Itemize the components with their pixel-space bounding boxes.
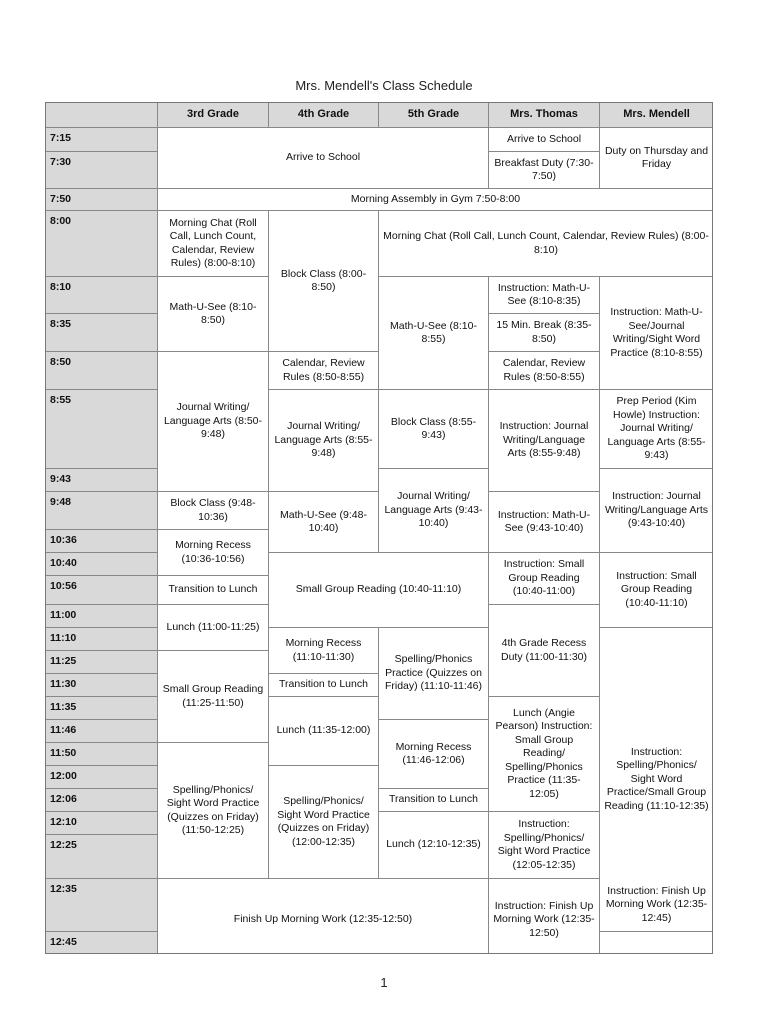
g4-math: Math-U-See (9:48-10:40) (269, 492, 379, 553)
time-slot: 11:30 (46, 674, 158, 697)
time-slot: 9:43 (46, 469, 158, 492)
g4-transition: Transition to Lunch (269, 674, 379, 697)
time-slot: 8:35 (46, 314, 158, 352)
thomas-calendar: Calendar, Review Rules (8:50-8:55) (489, 352, 600, 390)
thomas-small-group: Instruction: Small Group Reading (10:40-11:00) (489, 553, 600, 605)
time-slot: 8:00 (46, 211, 158, 277)
g3-transition: Transition to Lunch (158, 576, 269, 605)
thomas-lunch: Lunch (Angie Pearson) Instruction: Small Group Reading/ Spelling/Phonics Practice (11:35-12:05) (489, 697, 600, 812)
thomas-math: Instruction: Math-U-See (8:10-8:35) (489, 277, 600, 314)
thomas-journal: Instruction: Journal Writing/Language Arts (8:55-9:48) (489, 390, 600, 492)
thomas-recess-duty: 4th Grade Recess Duty (11:00-11:30) (489, 605, 600, 697)
time-slot: 10:56 (46, 576, 158, 605)
finish-up-morning-work: Finish Up Morning Work (12:35-12:50) (158, 879, 489, 954)
time-slot: 12:06 (46, 789, 158, 812)
thomas-math-2: Instruction: Math-U-See (9:43-10:40) (489, 492, 600, 553)
g4-journal: Journal Writing/ Language Arts (8:55-9:48) (269, 390, 379, 492)
g5-lunch: Lunch (12:10-12:35) (379, 812, 489, 879)
mendell-small-group: Instruction: Small Group Reading (10:40-11:10) (600, 553, 713, 628)
g5-transition: Transition to Lunch (379, 789, 489, 812)
g4-calendar: Calendar, Review Rules (8:50-8:55) (269, 352, 379, 390)
g3-math: Math-U-See (8:10-8:50) (158, 277, 269, 352)
time-slot: 9:48 (46, 492, 158, 530)
g5-block: Block Class (8:55-9:43) (379, 390, 489, 469)
thomas-finish: Instruction: Finish Up Morning Work (12:35-12:50) (489, 879, 600, 954)
morning-assembly: Morning Assembly in Gym 7:50-8:00 (158, 189, 713, 211)
thomas-arrive: Arrive to School (489, 128, 600, 152)
g5-recess: Morning Recess (11:46-12:06) (379, 720, 489, 789)
time-slot: 12:45 (46, 932, 158, 954)
g45-small-group-reading: Small Group Reading (10:40-11:10) (269, 553, 489, 628)
page-number: 1 (380, 975, 388, 990)
g5-math: Math-U-See (8:10-8:55) (379, 277, 489, 390)
header-5th-grade: 5th Grade (379, 103, 489, 128)
time-slot: 8:50 (46, 352, 158, 390)
time-slot: 11:35 (46, 697, 158, 720)
g4-recess: Morning Recess (11:10-11:30) (269, 628, 379, 674)
thomas-break: 15 Min. Break (8:35-8:50) (489, 314, 600, 352)
g3-morning-chat: Morning Chat (Roll Call, Lunch Count, Calendar, Review Rules) (8:00-8:10) (158, 211, 269, 277)
mendell-prep: Prep Period (Kim Howle) Instruction: Journal Writing/ Language Arts (8:55-9:43) (600, 390, 713, 469)
header-3rd-grade: 3rd Grade (158, 103, 269, 128)
thomas-breakfast-duty: Breakfast Duty (7:30-7:50) (489, 152, 600, 189)
g3-lunch: Lunch (11:00-11:25) (158, 605, 269, 651)
g3-recess: Morning Recess (10:36-10:56) (158, 530, 269, 576)
time-slot: 12:00 (46, 766, 158, 789)
mendell-duty: Duty on Thursday and Friday (600, 128, 713, 189)
g4-spelling: Spelling/Phonics/ Sight Word Practice (Quizzes on Friday) (12:00-12:35) (269, 766, 379, 879)
g5-spelling: Spelling/Phonics Practice (Quizzes on Friday) (11:10-11:46) (379, 628, 489, 720)
time-slot: 7:15 (46, 128, 158, 152)
time-slot: 7:50 (46, 189, 158, 211)
thomas-spelling: Instruction: Spelling/Phonics/ Sight Word Practice (12:05-12:35) (489, 812, 600, 879)
g3-small-group: Small Group Reading (11:25-11:50) (158, 651, 269, 743)
header-mrs-thomas: Mrs. Thomas (489, 103, 600, 128)
g3-spelling: Spelling/Phonics/ Sight Word Practice (Quizzes on Friday) (11:50-12:25) (158, 743, 269, 879)
time-slot: 7:30 (46, 152, 158, 189)
mendell-spelling: Instruction: Spelling/Phonics/ Sight Word Practice/Small Group Reading (11:10-12:35) (600, 628, 713, 932)
time-slot: 10:40 (46, 553, 158, 576)
time-slot: 12:35 (46, 879, 158, 932)
document-title: Mrs. Mendell's Class Schedule (295, 78, 473, 93)
g5-journal: Journal Writing/ Language Arts (9:43-10:40) (379, 469, 489, 553)
time-slot: 10:36 (46, 530, 158, 553)
g3-block: Block Class (9:48-10:36) (158, 492, 269, 530)
schedule-table (45, 102, 713, 954)
time-slot: 11:00 (46, 605, 158, 628)
mendell-finish: Instruction: Finish Up Morning Work (12:35-12:45) (600, 879, 713, 932)
g4-block-class: Block Class (8:00-8:50) (269, 211, 379, 352)
time-slot: 8:10 (46, 277, 158, 314)
time-slot: 11:50 (46, 743, 158, 766)
g4-lunch: Lunch (11:35-12:00) (269, 697, 379, 766)
header-corner (46, 103, 158, 128)
time-slot: 12:10 (46, 812, 158, 835)
mendell-math: Instruction: Math-U-See/Journal Writing/Sight Word Practice (8:10-8:55) (600, 277, 713, 390)
mendell-next-cell (600, 932, 713, 954)
header-4th-grade: 4th Grade (269, 103, 379, 128)
time-slot: 12:25 (46, 835, 158, 879)
time-slot: 11:25 (46, 651, 158, 674)
g5-thomas-mendell-morning-chat: Morning Chat (Roll Call, Lunch Count, Calendar, Review Rules) (8:00-8:10) (379, 211, 713, 277)
time-slot: 11:10 (46, 628, 158, 651)
arrive-to-school-grades: Arrive to School (158, 128, 489, 189)
time-slot: 8:55 (46, 390, 158, 469)
g3-journal: Journal Writing/ Language Arts (8:50-9:48) (158, 352, 269, 492)
mendell-journal: Instruction: Journal Writing/Language Arts (9:43-10:40) (600, 469, 713, 553)
header-mrs-mendell: Mrs. Mendell (600, 103, 713, 128)
time-slot: 11:46 (46, 720, 158, 743)
